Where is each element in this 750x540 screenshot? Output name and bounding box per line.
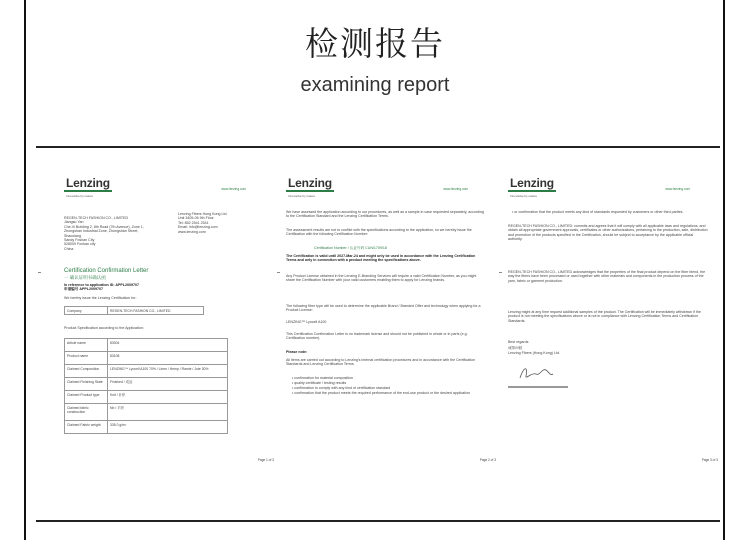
fiber-name: LENZING™ Lyocell A100	[286, 320, 327, 324]
paragraph-samples: Lenzing might at any time request additional samples of the product. The Certification will be immediately withdrawn if the product is not meeting the specifications above or is not in compliance with Lenzing Certification Terms and Certification Standards.	[508, 310, 701, 323]
paragraph-assessment: We have assessed the application according to our procedures, as well as a sample in case requested separately, according to the Certification Standard and the Lenzing Certification Terms.	[286, 210, 484, 219]
company-value: REGEN-TECH FASHION CO., LIMITED	[108, 307, 204, 315]
reference-line: In reference to application ID: APPL2009707	[64, 283, 139, 287]
table-row: Claimed Fabric weight 335.0 g/m²	[65, 421, 228, 434]
please-note-label: Please note:	[286, 350, 308, 354]
regards-label-zh: 诚挚问候	[508, 346, 523, 350]
reference-line-zh: 申请编号 APPL2009707	[64, 287, 103, 291]
regards-label: Best regards	[508, 340, 529, 344]
report-title-chinese: 检测报告	[305, 24, 445, 63]
margin-mark	[38, 272, 41, 273]
report-title-english: examining report	[300, 74, 450, 96]
signatory-company: Lenzing Fibers (Hong Kong) Ltd.	[508, 351, 560, 355]
sender-block: Lenzing Fibers Hong Kong Ltd. Unit 3405-06 9th Floor Tel: 852 2541 2541 Email: info@lenzing.com www.lenzing.com	[178, 212, 228, 234]
document-page-3	[506, 170, 720, 465]
paragraph-items: All items are carried out according to Lenzing's internal certification procedures and in accordance with the Certification Standards and Lenzing Certification Terms.	[286, 358, 476, 367]
document-page-2	[284, 170, 498, 465]
website-link: www.lenzing.com	[443, 187, 468, 191]
product-spec-label: Product Specification according to the Application:	[64, 326, 144, 330]
paragraph-compliance: REGEN-TECH FASHION CO., LIMITED: commits and agrees that it will comply with all applicable laws and regulations, and obtain all appropriate government approvals, certificates or other authorizations, pertaining to the production, sale, distribution and promotion of the products specified in the Certification, should be subject to acceptance by the applicable official authority.	[508, 224, 708, 242]
website-link: www.lenzing.com	[665, 187, 690, 191]
page-number: Page 1 of 3	[257, 458, 274, 462]
paragraph-properties: REGEN-TECH FASHION CO., LIMITED acknowledges that the properties of the final product depend on the fiber blend, the way the fibers have been processed or used together with other materials and components in the production process of the yarn, fabric or garment production.	[508, 270, 706, 283]
bullet-item: • quality certificate / testing results	[292, 381, 347, 385]
certification-heading-zh: 一 确认证明书确认函	[64, 275, 106, 280]
intro-text: We hereby issue the Lenzing Certification for:	[64, 296, 137, 300]
signature-underline	[508, 386, 568, 388]
bottom-divider	[36, 520, 720, 522]
bullet-item: • confirmation that the product meets the required performance of the end-use product or the desired application	[292, 391, 471, 395]
lenzing-logo: Lenzing Innovative by nature	[64, 174, 118, 194]
bullet-item: • or confirmation that the product meets any kind of standards requested by customers or other third parties.	[512, 210, 684, 214]
product-spec-table	[64, 338, 228, 434]
company-label: Company	[65, 307, 108, 315]
bullet-item: • confirmation for material composition	[292, 376, 353, 380]
bullet-item: • confirmation to comply with any kind of certification standard	[292, 386, 391, 390]
signature-image	[516, 362, 556, 384]
table-row: Claimed Finishing State Finished / 成品	[65, 378, 228, 391]
paragraph-license: This Certification Confirmation Letter is no trademark license and should not be published in whole or in parts (e.g. Certification number).	[286, 332, 468, 341]
lenzing-logo: Lenzing Innovative by nature	[508, 174, 562, 194]
certification-number: Certification Number / 认证号码 CUN/1709/18	[314, 246, 387, 250]
lenzing-logo: Lenzing Innovative by nature	[286, 174, 340, 194]
certification-heading: Certification Confirmation Letter	[64, 268, 149, 274]
table-row: Claimed Composition LENZING™ Lyocell A100 70% / Linen / Hemp / Ramie / Jute 30%	[65, 365, 228, 378]
table-row: Claimed fabric construction Nb / 平织	[65, 404, 228, 421]
margin-mark	[277, 272, 280, 273]
page-number: Page 2 of 3	[479, 458, 496, 462]
margin-mark	[499, 272, 502, 273]
paragraph-branding: Any Product License obtained in the Lenzing E-Branding Services will require a valid Certification Number, as you might share the Certification Number with your valid customers enabling them to apply for Lenzing brands.	[286, 274, 477, 283]
company-table	[64, 306, 204, 315]
document-page-1	[62, 170, 276, 465]
paragraph-results: The assessment results are not to conflict with the specifications according to the application, so we hereby issue the Certification with the following Certification Number:	[286, 228, 472, 237]
top-divider	[36, 146, 720, 148]
table-row: Article name 83004	[65, 339, 228, 352]
validity-text: The Certification is valid until 2027-Mar-24 and might only be used in accordance with the Lenzing Certification Terms and only in connection with a product meeting the specifications above.	[286, 254, 476, 263]
table-row: Claimed Product type Knit / 针织	[65, 391, 228, 404]
page-number: Page 3 of 3	[701, 458, 718, 462]
table-row: Product name 83108	[65, 352, 228, 365]
paragraph-fiber-type: The following fiber type will be used to determine the applicable Brand / Branded Offer and technology when applying for a Product License:	[286, 304, 481, 313]
addressee-block: REGEN-TECH FASHION CO., LIMITED Jiangsu Yan Che-Vi Building 2, 8th Road (7th Avenue), Zone 1, Zhongshan Industrial Zone, Zhongshan Street, Shaoxiang Sandy Foshan City 528000 Foshan city China	[64, 216, 144, 251]
website-link: www.lenzing.com	[221, 187, 246, 191]
